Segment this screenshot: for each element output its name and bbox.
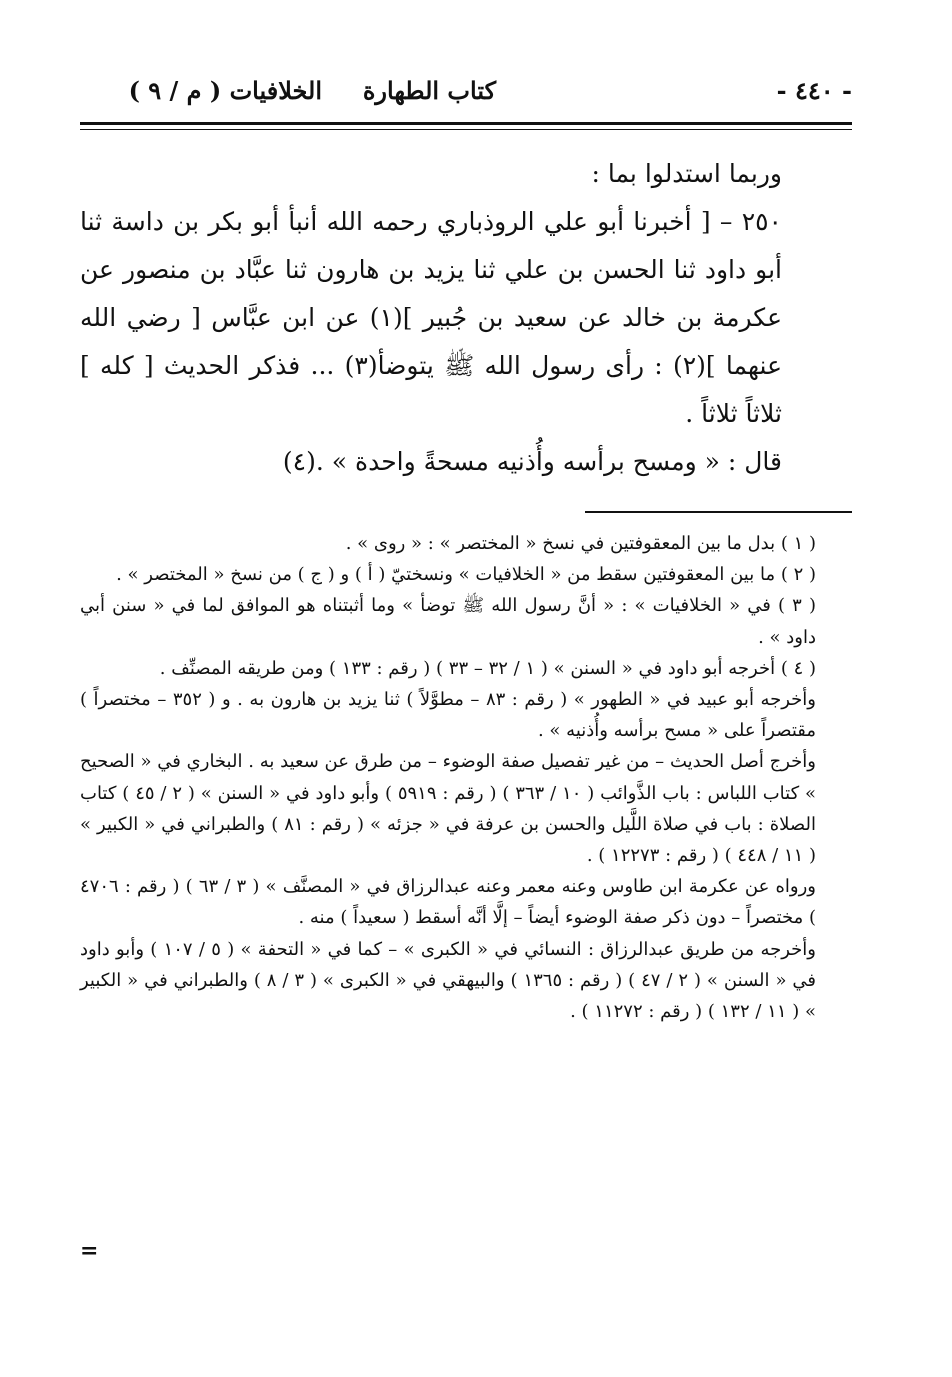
footnote-separator xyxy=(585,511,852,513)
continuation-mark: = xyxy=(80,1238,99,1264)
hadith-paragraph: ٢٥٠ – [ أخبرنا أبو علي الروذباري رحمه الله أنبأ أبو بكر بن داسة ثنا أبو داود ثنا الحسن بن علي ثنا يزيد بن هارون ثنا عبَّاد بن منصور عن عكرمة بن خالد عن سعيد بن جُبير ](١) عن ابن عبَّاس [ رضي الله عنهما ](٢) : رأى رسول الله ﷺ يتوضأ(٣) ... فذكر الحديث [ كله ] ثلاثاً ثلاثاً . xyxy=(80,207,782,428)
footnote: وأخرجه أبو عبيد في « الطهور » ( رقم : ٨٣ – مطوَّلاً ) ثنا يزيد بن هارون به . و ( ٣٥٢ – مختصراً ) مقتصراً على « مسح برأسه وأُذنيه » . xyxy=(80,689,816,742)
main-text xyxy=(80,150,852,486)
quote-line: قال : « ومسح برأسه وأُذنيه مسحةً واحدة » .(٤) xyxy=(282,447,782,476)
header-rule-thick xyxy=(80,122,852,125)
footnote: وأخرج أصل الحديث – من غير تفصيل صفة الوضوء – من طرق عن سعيد به . البخاري في « الصحيح » كتاب اللباس : باب الذَّوائب ( ١٠ / ٣٦٣ ) ( رقم : ٥٩١٩ ) وأبو داود في « السنن » ( ٢ / ٤٥ ) كتاب الصلاة : باب في صلاة اللَّيل والحسن بن عرفة في « جزئه » ( رقم : ٨١ ) والطبراني في « الكبير » ( ١١ / ٤٤٨ ) ( رقم : ١٢٢٧٣ ) . xyxy=(80,751,817,867)
footnote: ( ١ ) بدل ما بين المعقوفتين في نسخ « المختصر » : « روى » . xyxy=(345,533,816,554)
footnote: ( ٣ ) في « الخلافيات » : « أنَّ رسول الله ﷺ توضأ » وما أثبتناه هو الموافق لما في « سنن أبي داود » . xyxy=(80,595,816,648)
footnote: وأخرجه من طريق عبدالرزاق : النسائي في « الكبرى » – كما في « التحفة » ( ٥ / ١٠٧ ) وأبو داود في « السنن » ( ٢ / ٤٧ ) ( رقم : ١٣٦٥ ) والبيهقي في « الكبرى » ( ٣ / ٨ ) والطبراني في « الكبير » ( ١١ / ١٣٢ ) ( رقم : ١١٢٧٢ ) . xyxy=(80,938,817,1023)
footnotes xyxy=(80,528,852,1027)
page-number: - ٤٤٠ - xyxy=(776,76,852,105)
footnote: ( ٢ ) ما بين المعقوفتين سقط من « الخلافيات » ونسختيّ ( أ ) و ( ج ) من نسخ « المختصر » . xyxy=(116,564,816,586)
book-title: كتاب الطهارة xyxy=(362,76,496,105)
series-title: الخلافيات ( م / ٩ ) xyxy=(128,76,322,105)
footnote: ( ٤ ) أخرجه أبو داود في « السنن » ( ١ / ٣٢ – ٣٣ ) ( رقم : ١٣٣ ) ومن طريقه المصنِّف . xyxy=(159,657,816,679)
intro-line: وربما استدلوا بما : xyxy=(591,159,782,188)
running-header xyxy=(80,76,852,116)
header-rule-thin xyxy=(80,129,852,130)
footnote: ورواه عن عكرمة ابن طاوس وعنه معمر وعنه عبدالرزاق في « المصنَّف » ( ٣ / ٦٣ ) ( رقم : ٤٧٠٦ ) مختصراً – دون ذكر صفة الوضوء أيضاً – إلَّا أنَّه أسقط ( سعيداً ) منه . xyxy=(80,876,816,929)
